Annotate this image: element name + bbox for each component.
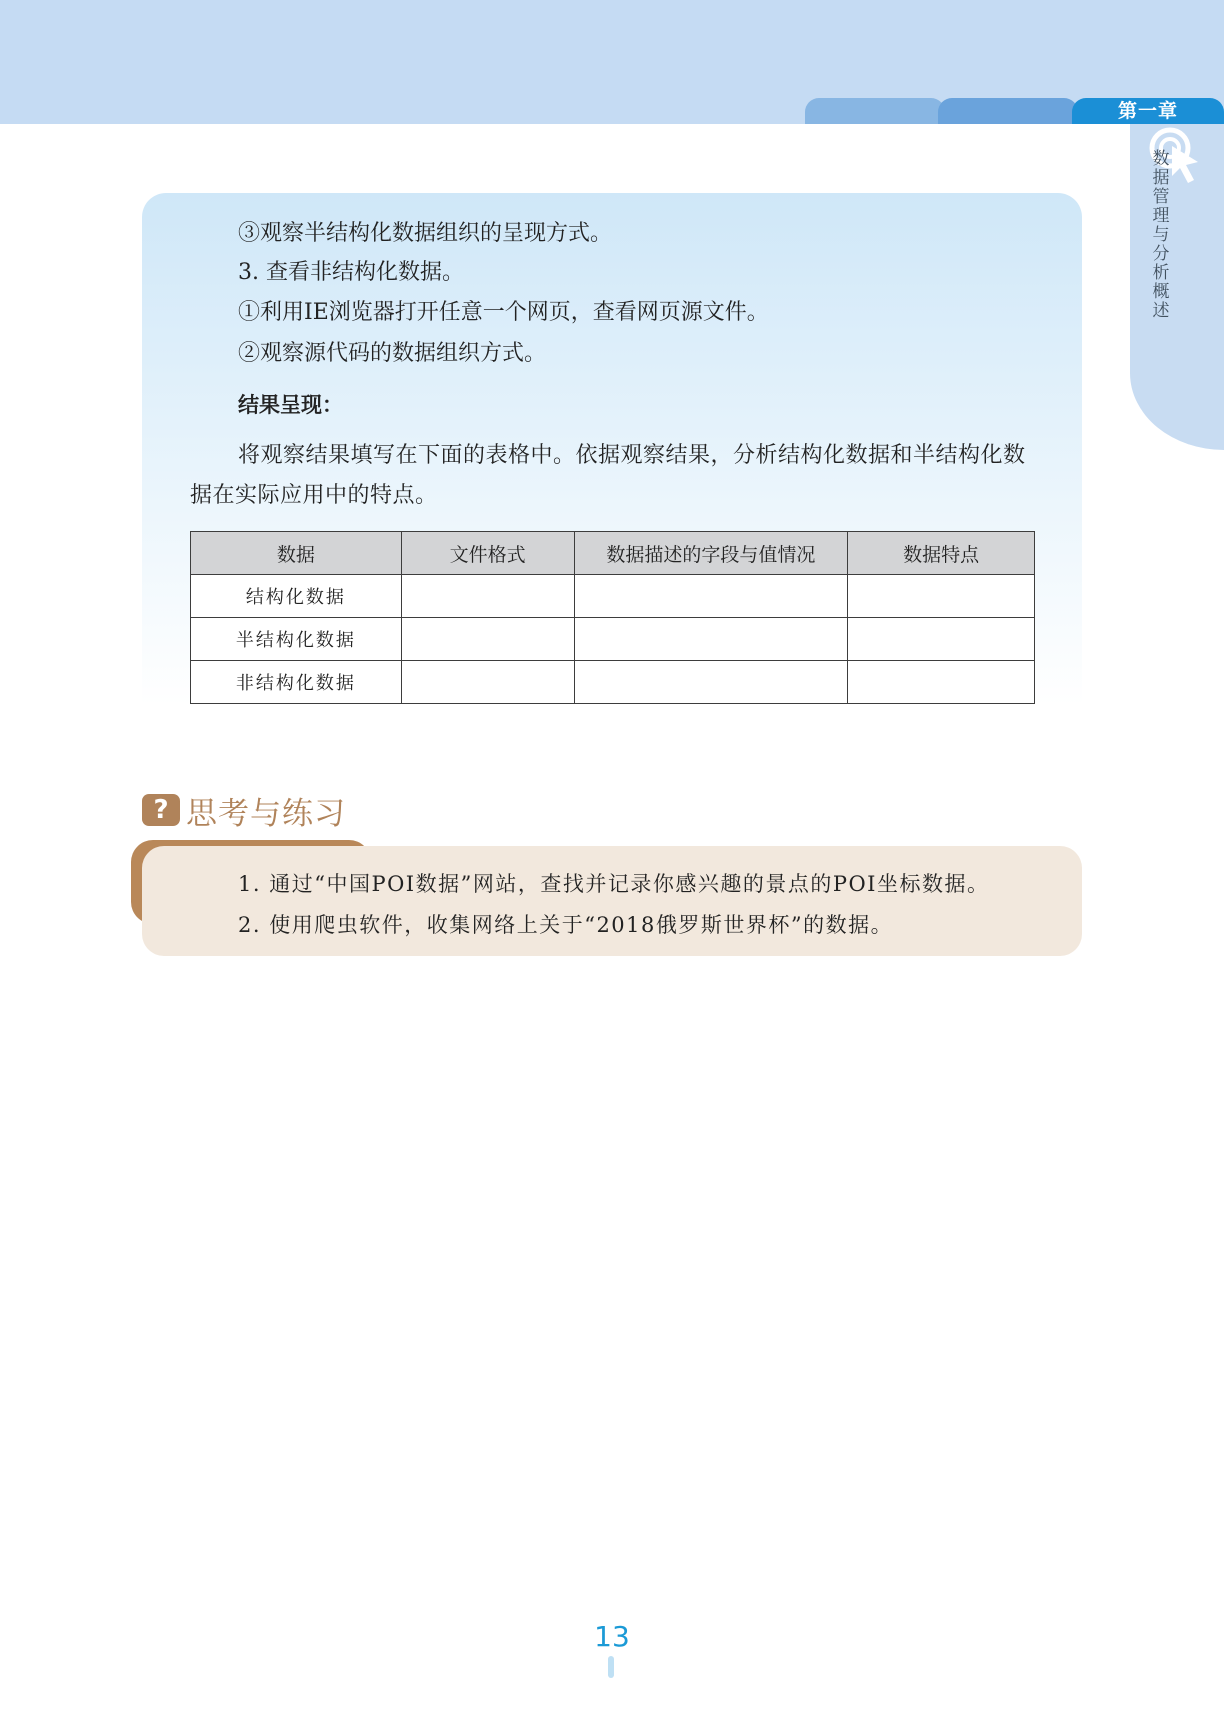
table-cell <box>574 618 848 661</box>
exercise-item: 2. 使用爬虫软件，收集网络上关于“2018俄罗斯世界杯”的数据。 <box>238 913 894 937</box>
exercise-item: 1. 通过“中国POI数据”网站，查找并记录你感兴趣的景点的POI坐标数据。 <box>238 872 990 896</box>
table-cell: 结构化数据 <box>191 575 402 618</box>
table-cell <box>574 575 848 618</box>
table-row <box>191 575 1035 618</box>
exercise-box <box>142 846 1082 956</box>
activity-line: ③观察半结构化数据组织的呈现方式。 <box>238 221 613 246</box>
table-header-cell: 数据 <box>191 532 402 575</box>
page-number: 13 <box>594 1620 630 1653</box>
header-tab-1 <box>805 98 945 124</box>
result-table <box>190 531 1035 704</box>
side-chapter-title: 数据管理与分析概述 <box>1152 149 1170 321</box>
table-header-row <box>191 532 1035 575</box>
header-tab-2 <box>938 98 1078 124</box>
result-heading: 结果呈现： <box>238 393 343 417</box>
table-header-cell: 文件格式 <box>401 532 574 575</box>
page-tick-decoration <box>608 1656 614 1678</box>
table-cell: 半结构化数据 <box>191 618 402 661</box>
exercise-title: 思考与练习 <box>186 795 346 832</box>
activity-line: 3. 查看非结构化数据。 <box>238 260 464 285</box>
table-row <box>191 661 1035 704</box>
table-cell <box>401 618 574 661</box>
table-cell <box>401 575 574 618</box>
activity-line: ①利用IE浏览器打开任意一个网页，查看网页源文件。 <box>238 300 769 325</box>
table-row <box>191 618 1035 661</box>
table-header-cell: 数据特点 <box>848 532 1035 575</box>
table-cell <box>848 618 1035 661</box>
activity-line: ②观察源代码的数据组织方式。 <box>238 341 547 366</box>
table-cell: 非结构化数据 <box>191 661 402 704</box>
table-cell <box>401 661 574 704</box>
table-cell <box>574 661 848 704</box>
table-header-cell: 数据描述的字段与值情况 <box>574 532 848 575</box>
result-paragraph: 将观察结果填写在下面的表格中。依据观察结果，分析结构化数据和半结构化数据在实际应用中的特点。 <box>190 443 1026 508</box>
exercise-section-title <box>142 790 346 830</box>
question-mark-icon: ? <box>142 794 180 826</box>
table-cell <box>848 661 1035 704</box>
table-cell <box>848 575 1035 618</box>
chapter-tab: 第一章 <box>1072 98 1224 124</box>
